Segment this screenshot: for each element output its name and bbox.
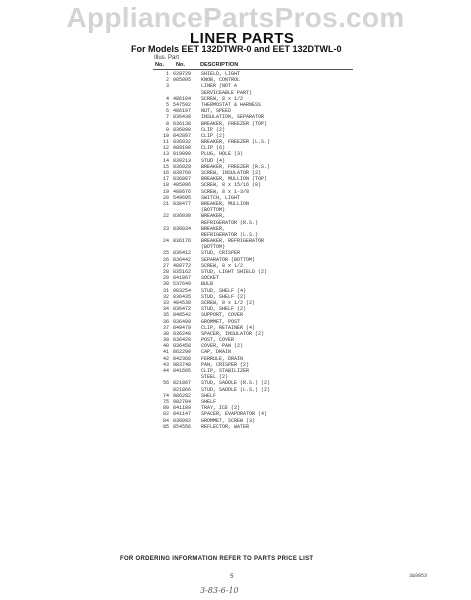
part-description: SCREW, INSULATOR (2) — [201, 170, 262, 176]
part-description: STUD, CRISPER — [201, 250, 241, 257]
model-subtitle: For Models EET 132DTWR-0 and EET 132DTWL-0 — [131, 44, 342, 54]
illus-part-label: Illus. Part — [154, 55, 180, 61]
part-number: 836240 — [173, 330, 192, 337]
part-description: STUD, SHELF (2) — [201, 306, 247, 313]
illus-number: 11 — [162, 139, 169, 146]
part-number: 841147 — [173, 411, 192, 418]
part-description: STUD, SHELF (2) — [201, 293, 247, 300]
part-description: GROMMET, POST — [201, 318, 241, 325]
illus-number: 44 — [162, 368, 169, 374]
part-number: 839760 — [173, 170, 192, 176]
part-number: 838477 — [173, 200, 192, 207]
illus-number: 5 — [165, 101, 169, 108]
part-number: 842897 — [173, 132, 192, 139]
part-number: 484530 — [173, 299, 192, 306]
illus-number: 36 — [162, 318, 169, 325]
part-number: 628729 — [173, 71, 192, 77]
part-number: 983748 — [173, 361, 192, 368]
illus-number: 6 — [165, 108, 169, 115]
part-number: 836435 — [173, 293, 192, 300]
part-description: REFRIGERATOR (L.S.) — [201, 231, 259, 238]
part-description: BREAKER, — [201, 225, 226, 232]
part-description: SHELF — [201, 392, 217, 399]
illus-number: 19 — [162, 188, 169, 195]
handwritten-note: 3-83-6-10 — [200, 586, 239, 595]
part-description: REFLECTOR, WATER — [201, 423, 250, 430]
part-number: 841867 — [173, 275, 192, 282]
part-description: CLIP, STABILIZER — [201, 368, 250, 374]
part-description: SPACER, INSULATOR (2) — [201, 330, 265, 337]
part-number: 836442 — [173, 256, 192, 263]
part-number: 488772 — [173, 262, 192, 269]
part-number: 836438 — [173, 114, 192, 121]
illus-number: 15 — [162, 163, 169, 170]
part-number: 836499 — [173, 318, 192, 325]
illus-number: 21 — [162, 200, 169, 207]
part-number: 819890 — [173, 151, 192, 158]
part-description: SCREW, 8 x 1/2 — [201, 262, 244, 269]
watermark-text: AppliancePartsPros.com — [66, 2, 405, 33]
illus-number: 1 — [165, 71, 169, 77]
illus-number: 26 — [162, 256, 169, 263]
illus-number: 33 — [162, 299, 169, 306]
part-number: 821867 — [173, 380, 192, 387]
part-number: 839213 — [173, 157, 192, 164]
part-description: STUD, LIGHT SHIELD (2) — [201, 269, 268, 275]
part-number: 842368 — [173, 355, 192, 362]
part-description: STUD, SADDLE (L.S.) (2) — [201, 386, 271, 393]
illus-number: 20 — [162, 194, 169, 201]
illus-number: 23 — [162, 225, 169, 232]
part-description: INSULATION, SEPARATOR — [201, 114, 265, 121]
part-description: SEPARATOR (BOTTOM) — [201, 256, 256, 263]
part-number: 985095 — [173, 77, 192, 84]
illus-number: 22 — [162, 213, 169, 220]
parts-row — [150, 424, 360, 430]
illus-number: 2 — [165, 77, 169, 84]
illus-number: 56 — [162, 380, 169, 387]
illus-number: 12 — [162, 145, 169, 152]
part-description: TRAY, ICE (2) — [201, 405, 241, 412]
part-number: 836092 — [173, 417, 192, 424]
part-description: (BOTTOM) — [201, 207, 226, 214]
part-description: POST, COVER — [201, 337, 235, 344]
part-description: CLIP, RETAINER (4) — [201, 324, 256, 331]
part-number: 841605 — [173, 368, 192, 374]
illus-number: 74 — [162, 392, 169, 399]
part-description: KNOB, CONTROL — [201, 77, 241, 84]
part-number: 836034 — [173, 225, 192, 232]
illus-number: 10 — [162, 132, 169, 139]
column-header-part-no: No. — [176, 62, 186, 68]
illus-number: 84 — [162, 417, 169, 424]
part-description: SERVICEABLE PART) — [201, 89, 253, 96]
illus-number: 28 — [162, 269, 169, 275]
part-description: CAP, DRAIN — [201, 349, 232, 356]
illus-number: 24 — [162, 238, 169, 245]
part-description: CLIP (2) — [201, 126, 226, 133]
illus-number: 38 — [162, 330, 169, 337]
illus-number: 25 — [162, 250, 169, 257]
part-number: 836412 — [173, 250, 192, 257]
part-description: GROMMET, SCREW (3) — [201, 417, 256, 424]
parts-list — [150, 71, 360, 430]
illus-number: 27 — [162, 262, 169, 269]
part-number: 821866 — [173, 386, 192, 393]
part-description: SCREW, 8 x 1-3/8 — [201, 188, 250, 195]
part-number: 836176 — [173, 238, 192, 245]
column-header-description: DESCRIPTION — [200, 62, 239, 68]
illus-number: 3 — [165, 83, 169, 90]
part-description: NUT, SPEED — [201, 108, 232, 115]
part-description: BREAKER, FREEZER (TOP) — [201, 120, 268, 127]
illus-number: 34 — [162, 306, 169, 313]
part-number: 485096 — [173, 182, 192, 189]
part-number: 549695 — [173, 194, 192, 201]
document-code: 3&9953 — [409, 573, 428, 579]
part-description: BULB — [201, 281, 214, 288]
part-number: 982784 — [173, 398, 192, 405]
illus-number: 30 — [162, 281, 169, 288]
part-description: STUD, SADDLE (R.S.) (2) — [201, 380, 271, 387]
part-number: 836030 — [173, 213, 192, 220]
part-description: CLIP (6) — [201, 145, 226, 152]
illus-number: 31 — [162, 287, 169, 294]
illus-number: 29 — [162, 275, 169, 282]
part-number: 986282 — [173, 392, 192, 399]
illus-number: 37 — [162, 324, 169, 331]
part-number: 849479 — [173, 324, 192, 331]
illus-number: 85 — [162, 423, 169, 430]
illus-number: 18 — [162, 182, 169, 189]
column-header-illus-no: No. — [155, 62, 165, 68]
part-number: 488676 — [173, 188, 192, 195]
illus-number: 8 — [165, 120, 169, 127]
illus-number: 14 — [162, 157, 169, 164]
illus-number: 43 — [162, 361, 169, 368]
part-number: 836032 — [173, 139, 192, 146]
part-number: 989198 — [173, 145, 192, 152]
part-number: 836138 — [173, 120, 192, 127]
part-description: PAN, CRISPER (2) — [201, 361, 250, 368]
part-description: SHELF — [201, 398, 217, 405]
illus-number: 40 — [162, 343, 169, 350]
part-number: 848542 — [173, 312, 192, 319]
part-description: COVER, PAN (2) — [201, 343, 244, 350]
page-title: LINER PARTS — [190, 30, 295, 47]
illus-number: 80 — [162, 405, 169, 412]
part-description: SOCKET — [201, 275, 220, 282]
part-number: 486194 — [173, 95, 192, 102]
part-description: STUD (4) — [201, 157, 226, 164]
illus-number: 9 — [165, 126, 169, 133]
part-number: 547592 — [173, 101, 192, 108]
illus-number: 82 — [162, 411, 169, 418]
illus-number: 13 — [162, 151, 169, 158]
part-number: 836029 — [173, 163, 192, 170]
part-number: 836420 — [173, 337, 192, 344]
part-description: STEEL (2) — [201, 374, 229, 381]
illus-number: 4 — [165, 95, 169, 102]
part-description: BREAKER, FREEZER (L.S.) — [201, 139, 271, 146]
part-description: PLUG, HOLE (3) — [201, 151, 244, 158]
part-number: 862299 — [173, 349, 192, 356]
part-description: BREAKER, FREEZER (R.S.) — [201, 163, 271, 170]
part-description: BREAKER, — [201, 213, 226, 220]
part-number: 835162 — [173, 269, 192, 275]
illus-number: 75 — [162, 398, 169, 405]
part-description: BREAKER, MULLION (TOP) — [201, 176, 268, 183]
illus-number: 41 — [162, 349, 169, 356]
part-description: SCREW, 8 x 1/2 (2) — [201, 299, 256, 306]
illus-number: 32 — [162, 293, 169, 300]
illus-number: 7 — [165, 114, 169, 121]
header-divider — [153, 69, 353, 70]
part-description: LINER (NOT A — [201, 83, 238, 90]
illus-number: 39 — [162, 337, 169, 344]
illus-number: 35 — [162, 312, 169, 319]
part-number: 486197 — [173, 108, 192, 115]
illus-number: 42 — [162, 355, 169, 362]
part-number: 854556 — [173, 423, 192, 430]
part-number: 836472 — [173, 306, 192, 313]
part-description: SHIELD, LIGHT — [201, 71, 241, 77]
part-description: SWITCH, LIGHT — [201, 194, 241, 201]
part-description: BREAKER, REFRIGERATOR — [201, 238, 265, 245]
part-number: 836458 — [173, 343, 192, 350]
part-number: 836887 — [173, 176, 192, 183]
illus-number: 16 — [162, 170, 169, 176]
illus-number: 17 — [162, 176, 169, 183]
part-description: THERMOSTAT & HARNESS — [201, 101, 262, 108]
part-description: (BOTTOM) — [201, 244, 226, 251]
part-description: CLIP (2) — [201, 132, 226, 139]
part-number: 537649 — [173, 281, 192, 288]
part-description: STUD, SHELF (4) — [201, 287, 247, 294]
part-description: FERRULE, DRAIN — [201, 355, 244, 362]
part-description: SUPPORT, COVER — [201, 312, 244, 319]
ordering-footer: FOR ORDERING INFORMATION REFER TO PARTS PRICE LIST — [120, 556, 314, 562]
page-number: 5 — [230, 573, 234, 580]
part-description: SPACER, EVAPORATOR (4) — [201, 411, 268, 418]
part-description: SCREW, 8 x 15/16 (8) — [201, 182, 262, 189]
part-description: BREAKER, MULLION — [201, 200, 250, 207]
part-description: REFRIGERATOR (R.S.) — [201, 219, 259, 226]
part-number: 841189 — [173, 405, 192, 412]
part-description: SCREW, 8 x 1/2 — [201, 95, 244, 102]
part-number: 836090 — [173, 126, 192, 133]
part-number: 983254 — [173, 287, 192, 294]
